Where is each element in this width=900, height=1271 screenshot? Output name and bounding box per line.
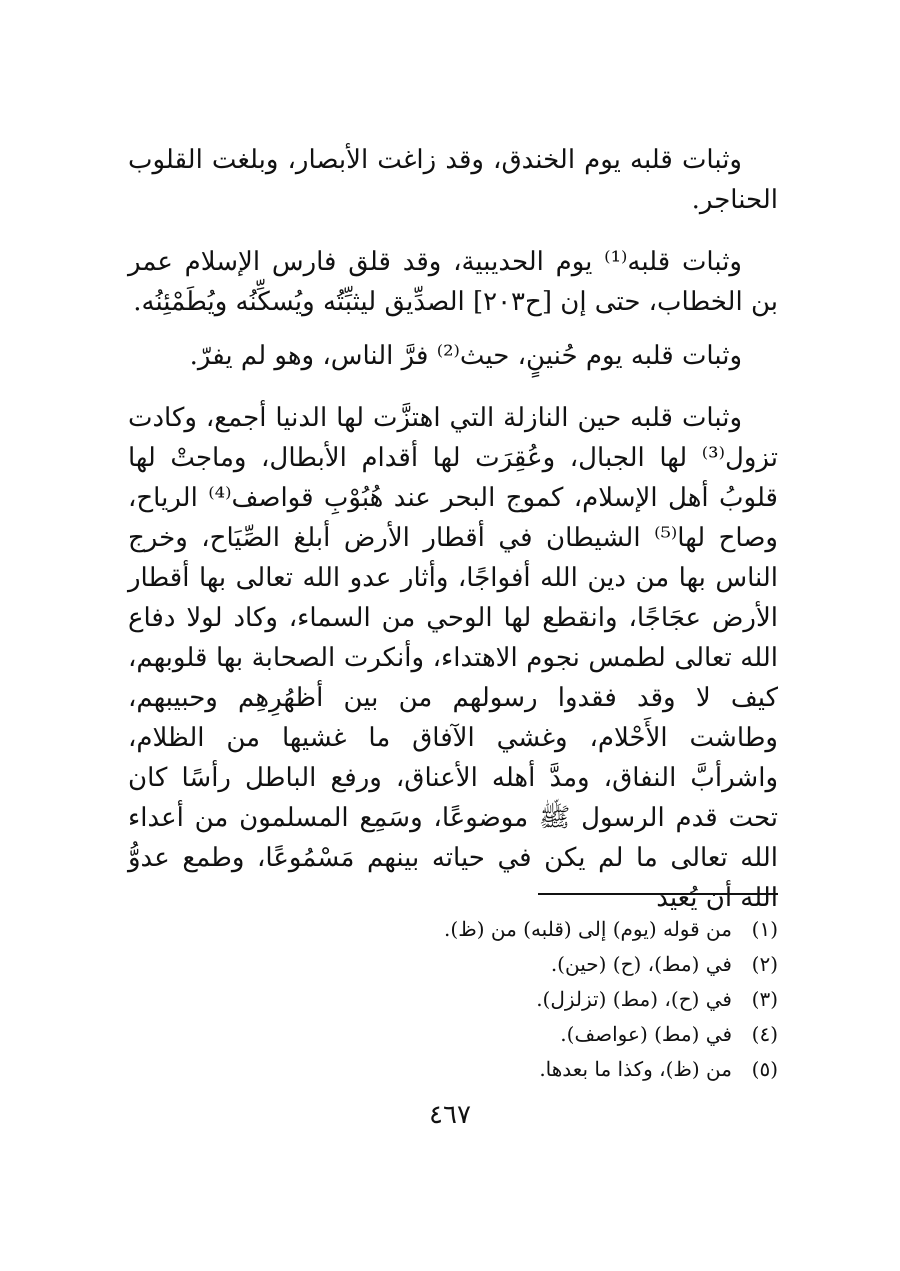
footnote-number: (٢) xyxy=(751,952,778,976)
page-number: ٤٦٧ xyxy=(429,1100,471,1130)
main-text xyxy=(128,140,778,940)
footnote-number: (٥) xyxy=(751,1057,778,1081)
footnote-text: في (مط)، (ح) (حين). xyxy=(550,952,732,976)
paragraph-hunayn: وثبات قلبه يوم حُنينٍ، حيث⁽²⁾ فرَّ الناس، وهو لم يفرّ. xyxy=(189,341,742,371)
footnote-number: (٤) xyxy=(751,1022,778,1046)
footnote-number: (١) xyxy=(751,917,778,941)
paragraph-great-calamity: وثبات قلبه حين النازلة التي اهتزَّت لها الدنيا أجمع، وكادت تزول⁽³⁾ لها الجبال، وعُقِرَت لها أقدام الأبطال، وماجتْ لها قلوبُ أهل الإسلام، كموج البحر عند هُبُوْبِ قواصف⁽⁴⁾ الرياح، وصاح لها⁽⁵⁾ الشيطان في أقطار الأرض أبلغ الصِّيَاح، وخرج الناس بها من دين الله أفواجًا، وأثار عدو الله تعالى بها أقطار الأرض عجَاجًا، وانقطع لها الوحي من السماء، وكاد لولا دفاع الله تعالى لطمس نجوم الاهتداء، وأنكرت الصحابة بها قلوبهم، كيف لا وقد فقدوا رسولهم من بين أظهُرِهِم وحبيبهم، وطاشت الأَحْلام، وغشي الآفاق ما غشيها من الظلام، واشرأبَّ النفاق، ومدَّ أهله الأعناق، ورفع الباطل رأسًا كان تحت قدم الرسول ﷺ موضوعًا، وسَمِع المسلمون من أعداء الله تعالى ما لم يكن في حياته بينهم مَسْمُوعًا، وطمع عدوُّ الله أن يُعيد xyxy=(128,403,778,913)
footnote-text: من قوله (يوم) إلى (قلبه) من (ظ). xyxy=(444,917,732,941)
footnote-text: في (ح)، (مط) (تزلزل). xyxy=(536,987,732,1011)
footnote-text: في (مط) (عواصف). xyxy=(560,1022,732,1046)
footnote-number: (٣) xyxy=(751,987,778,1011)
footnote-text: من (ظ)، وكذا ما بعدها. xyxy=(539,1057,732,1081)
footnote-5 xyxy=(128,1052,778,1087)
footnote-1 xyxy=(128,912,778,947)
footnote-3 xyxy=(128,982,778,1017)
paragraph-hudaybiyya: وثبات قلبه⁽¹⁾ يوم الحديبية، وقد قلق فارس الإسلام عمر بن الخطاب، حتى إن [ح٢٠٣] الصدِّيق ليثبِّتُه ويُسكِّنُه ويُطَمْئِنُه. xyxy=(128,247,778,317)
paragraph-khandaq: وثبات قلبه يوم الخندق، وقد زاغت الأبصار، وبلغت القلوب الحناجر. xyxy=(128,145,778,215)
footnote-4 xyxy=(128,1017,778,1052)
footnote-2 xyxy=(128,947,778,982)
footnotes xyxy=(128,912,778,1087)
footnote-separator xyxy=(538,893,778,895)
